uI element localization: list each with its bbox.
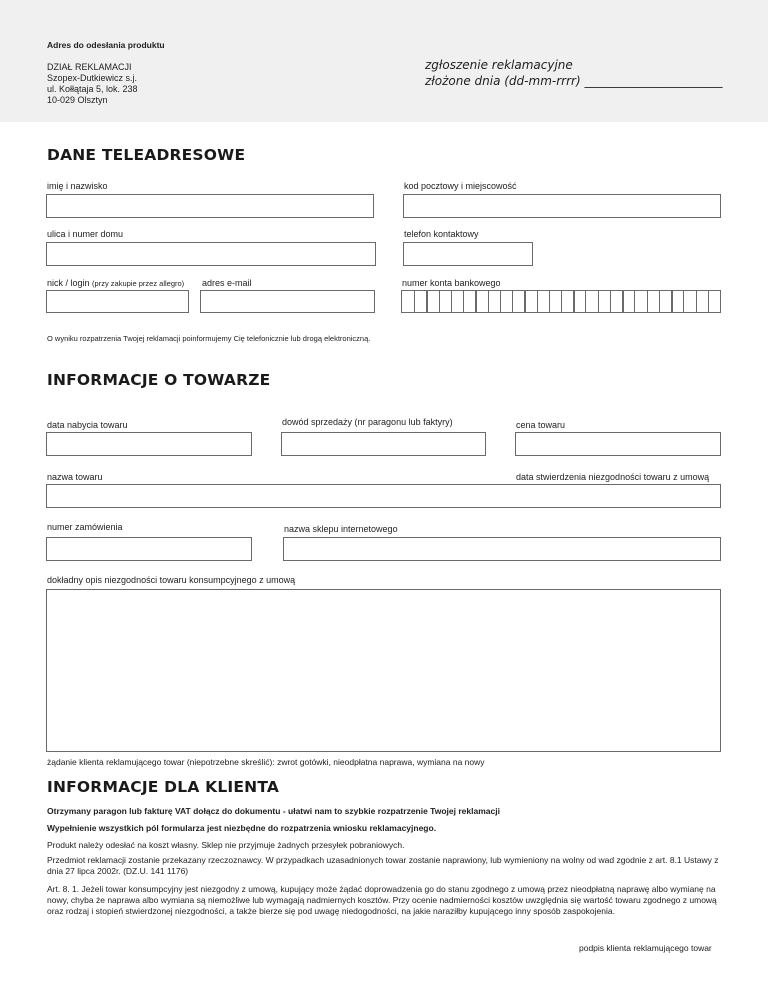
bank-digit-divider	[537, 291, 538, 312]
receipt-input[interactable]	[281, 432, 486, 456]
postal-code-label: kod pocztowy i miejscowość	[404, 181, 517, 191]
purchase-date-input[interactable]	[46, 432, 252, 456]
defect-description-label: dokładny opis niezgodności towaru konsumpcyjnego z umową	[47, 575, 296, 585]
product-name-input[interactable]	[46, 484, 721, 508]
bank-digit-divider	[488, 291, 489, 312]
defect-date-label: data stwierdzenia niezgodności towaru z umową	[516, 472, 710, 482]
bank-digit-divider	[708, 291, 709, 312]
bank-account-input[interactable]	[401, 290, 721, 313]
client-info-expert-paragraph: Przedmiot reklamacji zostanie przekazany rzeczoznawcy. W przypadkach uzasadnionych towar zostanie naprawiony, lub wymieniony na wolny od wad zgodnie z art. 8.1 Ustawy z dnia 27 lipca 2002r. (DZ.U. 141 1176)	[47, 855, 719, 876]
address-line-company: Szopex-Dutkiewicz s.j.	[47, 73, 138, 83]
bank-digit-divider	[500, 291, 501, 312]
bank-digit-divider	[610, 291, 611, 312]
bank-digit-divider	[475, 291, 477, 312]
receipt-label: dowód sprzedaży (nr paragonu lub faktyry)	[282, 417, 453, 427]
bank-digit-divider	[683, 291, 684, 312]
bank-digit-divider	[561, 291, 562, 312]
bank-digit-divider	[549, 291, 550, 312]
bank-digit-divider	[598, 291, 599, 312]
postal-code-input[interactable]	[403, 194, 721, 218]
full-name-label: imię i nazwisko	[47, 181, 108, 191]
price-label: cena towaru	[516, 420, 566, 430]
header-band	[0, 0, 768, 122]
bank-digit-divider	[585, 291, 586, 312]
purchase-date-label: data nabycia towaru	[47, 420, 128, 430]
nick-label	[47, 278, 184, 288]
nick-label-text: nick / login	[47, 278, 90, 288]
phone-label: telefon kontaktowy	[404, 229, 479, 239]
bank-digit-divider	[573, 291, 575, 312]
address-line-department: DZIAŁ REKLAMACJI	[47, 62, 132, 72]
client-info-section-title: INFORMACJE DLA KLIENTA	[47, 778, 280, 796]
bank-digit-divider	[647, 291, 648, 312]
bank-digit-divider	[414, 291, 415, 312]
product-name-label: nazwa towaru	[47, 472, 103, 482]
bank-digit-divider	[622, 291, 624, 312]
bank-digit-divider	[439, 291, 440, 312]
bank-digit-divider	[426, 291, 428, 312]
bank-digit-divider	[659, 291, 660, 312]
bank-digit-divider	[671, 291, 673, 312]
email-input[interactable]	[200, 290, 375, 313]
bank-digit-divider	[463, 291, 464, 312]
customer-signature-label: podpis klienta reklamującego towar	[579, 943, 712, 953]
return-address-title: Adres do odesłania produktu	[47, 40, 165, 50]
client-info-shipping-note: Produkt należy odesłać na koszt własny. Sklep nie przyjmuje żadnych przesyłek pobraniowych.	[47, 840, 405, 850]
complaint-date-field[interactable]: złożone dnia (dd-mm-rrrr) _______________________	[425, 74, 723, 88]
product-section-title: INFORMACJE O TOWARZE	[47, 371, 271, 389]
bank-digit-divider	[451, 291, 452, 312]
shop-name-label: nazwa sklepu internetowego	[284, 524, 398, 534]
nick-input[interactable]	[46, 290, 189, 313]
phone-input[interactable]	[403, 242, 533, 266]
bank-digit-divider	[696, 291, 697, 312]
bank-digit-divider	[512, 291, 513, 312]
email-label: adres e-mail	[202, 278, 252, 288]
shop-name-input[interactable]	[283, 537, 721, 561]
client-info-required-note: Wypełnienie wszystkich pól formularza jest niezbędne do rozpatrzenia wniosku reklamacyjnego.	[47, 823, 437, 833]
contact-section-title: DANE TELEADRESOWE	[47, 146, 246, 164]
nick-label-note: (przy zakupie przez allegro)	[92, 279, 185, 288]
contact-notice: O wyniku rozpatrzenia Twojej reklamacji poinformujemy Cię telefonicznie lub drogą elektroniczną.	[47, 334, 371, 343]
defect-description-textarea[interactable]	[46, 589, 721, 752]
address-line-city: 10-029 Olsztyn	[47, 95, 108, 105]
price-input[interactable]	[515, 432, 721, 456]
street-input[interactable]	[46, 242, 376, 266]
client-info-law-paragraph: Art. 8. 1. Jeżeli towar konsumpcyjny jest niezgodny z umową, kupujący może żądać doprowadzenia go do stanu zgodnego z umową przez nieodpłatną naprawę albo wymianę na nowy, chyba że naprawa albo wymiana są niemożliwe lub wymagają nadmiernych kosztów. Przy ocenie nadmierności kosztów uwzględnia się wartość towaru zgodnego z umową oraz rodzaj i stopień stwierdzonej niezgodności, a także bierze się pod uwagę niedogodności, na jakie naraziłby kupującego inny sposób zaspokojenia.	[47, 884, 717, 916]
customer-demand-line: żądanie klienta reklamującego towar (niepotrzebne skreślić): zwrot gotówki, nieodpłatna naprawa, wymiana na nowy	[47, 757, 485, 767]
bank-digit-divider	[524, 291, 526, 312]
client-info-receipt-note: Otrzymany paragon lub fakturę VAT dołącz do dokumentu - ułatwi nam to szybkie rozpatrzenie Twojej reklamacji	[47, 806, 500, 816]
bank-digit-divider	[634, 291, 635, 312]
complaint-heading: zgłoszenie reklamacyjne	[425, 58, 573, 72]
street-label: ulica i numer domu	[47, 229, 124, 239]
full-name-input[interactable]	[46, 194, 374, 218]
address-line-street: ul. Kołłątaja 5, lok. 238	[47, 84, 138, 94]
bank-account-label: numer konta bankowego	[402, 278, 501, 288]
order-number-label: numer zamówienia	[47, 522, 123, 532]
order-number-input[interactable]	[46, 537, 252, 561]
